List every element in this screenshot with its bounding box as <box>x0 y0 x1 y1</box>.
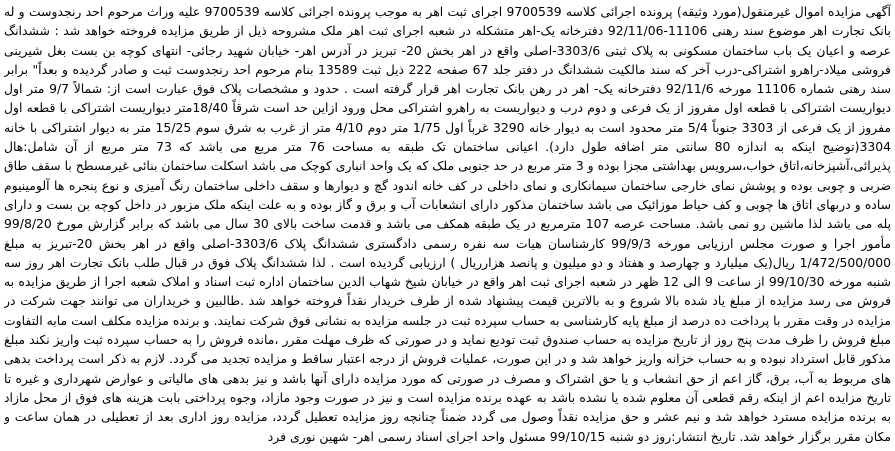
auction-notice <box>4 2 891 449</box>
notice-body-text: آگهی مزایده اموال غیرمنقول(مورد وثیقه) پرونده اجرائی کلاسه 9700539 اجرای ثبت اهر به موجب پرونده اجرائی کلاسه 9700539 علیه وراث مرحوم احد رنجدوست و له بانک تجارت اهر موضوع سند رهنی 11106-92/11/06 دفترخانه یک-اهر متشکله در شعبه اجرای ثبت اهر ملک مشروحه ذیل از طریق مزایده فروخته خواهد شد : ششدانگ عرصه و اعیان یک باب ساختمان مسکونی به پلاک ثبتی 3303/6-اصلی واقع در اهر بخش 20- تبریز در آدرس اهر- خیابان شهید رجائی- انتهای کوچه بن بست بغل شیرینی فروشی میلاد-راهرو اشتراکی-درب آخر که سند مالکیت ششدانگ در دفتر جلد 67 صفحه 222 ذیل ثبت 13589 بنام مرحوم احد رنجدوست ثبت و صادر گردیده و بعداً" برابر سند رهنی شماره 11106 مورخه 92/11/6 دفترخانه یک- اهر در رهن بانک تجارت اهر قرار گرفته است . حدود و مشخصات پلاک فوق عبارت است از: شمالاً 9/7 متر اول دیواریست اشتراکی با قطعه اول مفروز از یک فرعی و دوم درب و دیواریست به راهرو اشتراکی محل ورود ازاین حد است شرقاً 18/40متر دیواریست اشتراکی با قطعه اول مفروز از یک فرعی از 3303 جنوباً 5/4 متر محدود است به دیوار خانه 3290 غرباً اول 1/75 متر دوم 4/10 متر از غرب به شرق سوم 15/25 متر به دیوار اشتراکی با خانه 3304(توضیح اینکه به اندازه 80 سانتی متر اضافه طول دارد). اعیانی ساختمان تک طبقه به مساحت 76 متر مربع می باشد که 73 متر مربع از آن شامل:هال پذیرائی،آشپزخانه،اتاق خواب،سرویس بهداشتی مجزا بوده و 3 متر مربع در حد جنوبی ملک که یک واحد انباری کوچک می باشد اسکلت ساختمان بنائی غیرمسطح با سقف طاق ضربی و چوبی بوده و پوشش نمای خارجی ساختمان سیمانکاری و نمای داخلی در کف خانه اندود گچ و دیوارها و سقف داخلی ساختمان رنگ آمیزی و نوع پنجره ها آلومینیوم ساده و دربهای اتاق ها چوبی و کف حیاط موزائیک می باشد ساختمان مذکور دارای انشعابات آب و برق و گاز بوده و به علت اینکه ملک مزبور در داخل کوچه بن بست و دارای پله می باشد لذا ماشین رو نمی باشد. مساحت عرصه 107 مترمربع در یک طبقه همکف می باشد و قدمت ساخت بالای 30 سال می باشد که برابر گزارش مورخ 99/8/20 مأمور اجرا و صورت مجلس ارزیابی مورخه 99/9/3 کارشناسان هیات سه نفره رسمی دادگستری ششدانگ پلاک 3303/6-اصلی واقع در اهر بخش 20-تبریز به مبلغ 1/472/500/000 ریال(یک میلیارد و چهارصد و هفتاد و دو میلیون و پانصد هزارریال ) ارزیابی گردیده است . لذا ششدانگ پلاک فوق در قبال طلب بانک تجارت اهر روز سه شنبه مورخه 99/10/30 از ساعت 9 الی 12 ظهر در شعبه اجرای ثبت اهر واقع در خیابان شیخ شهاب الدین ساختمان اداره ثبت اسناد و املاک شعبه اجرا از طریق مزایده به فروش می رسد مزایده از مبلغ یاد شده بالا شروع و به بالاترین قیمت پیشنهاد شده از طرف خریدار نقداً فروخته خواهد شد .طالبین و خریداران می توانند جهت شرکت در مزایده در وقت مقرر با پرداخت ده درصد از مبلغ پایه کارشناسی به حساب سپرده ثبت در جلسه مزایده به نشانی فوق شرکت نمایند. و برنده مزایده مکلف است مابه التفاوت مبلغ فروش را ظرف مدت پنج روز از تاریخ مزایده به حساب صندوق ثبت تودیع نماید و در صورتی که ظرف مهلت مقرر ،مانده فروش را به حساب سپرده ثبت واریز نکند مبلغ مذکور قابل استرداد نبوده و به حساب خزانه واریز خواهد شد و در این صورت، عملیات فروش از درجه اعتبار ساقط و مزایده تجدید می گردد. لازم به ذکر است پرداخت بدهی های مربوط به آب، برق، گاز اعم از حق انشعاب و یا حق اشتراک و مصرف در صورتی که مورد مزایده دارای آنها باشد و نیز بدهی های مالیاتی و عوارض شهرداری و غیره تا تاریخ مزایده اعم از اینکه رقم قطعی آن معلوم شده یا نشده باشد به عهده برنده مزایده است و نیز در صورت وجود مازاد، وجوه پرداختی بابت هزینه های فوق از محل مازاد به برنده مزایده مسترد خواهد شد و نیم عشر و حق مزایده نقداً وصول می گردد ضمناً چنانچه روز مزایده تعطیل گردد، مزایده روز اداری بعد از تعطیلی در همان ساعت و مکان مقرر برگزار خواهد شد. تاریخ انتشار:روز دو شنبه 99/10/15 مسئول واحد اجرای اسناد رسمی اهر- شهین نوری فرد <box>4 4 891 444</box>
